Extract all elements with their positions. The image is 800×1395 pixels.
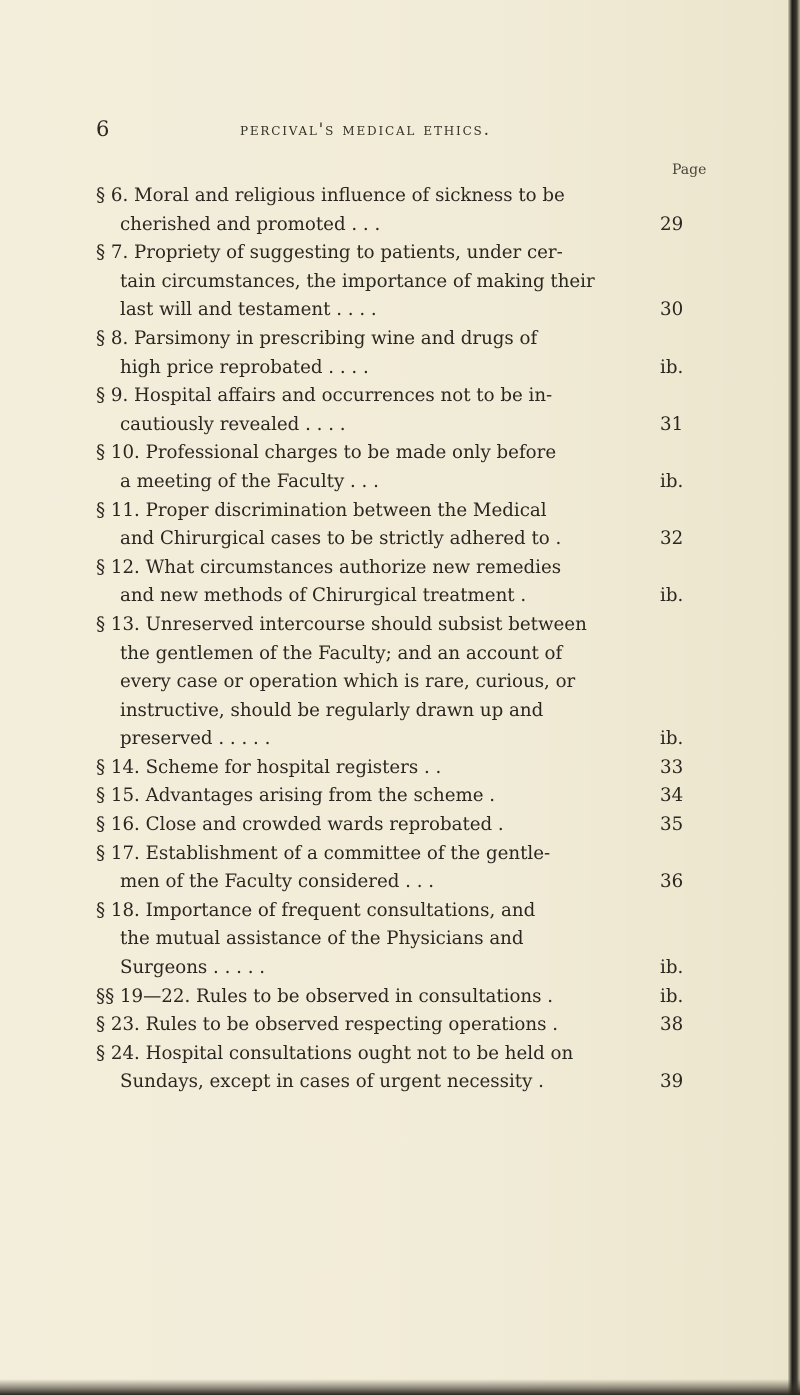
entry-line: men of the Faculty considered . . . bbox=[120, 871, 435, 893]
entry-page-number: 39 bbox=[660, 1071, 684, 1093]
contents-entry bbox=[96, 840, 716, 897]
contents-entry bbox=[96, 439, 716, 496]
contents-entry bbox=[96, 554, 716, 611]
contents-entry bbox=[96, 754, 716, 783]
page-binding-edge bbox=[788, 0, 800, 1395]
contents-entry bbox=[96, 983, 716, 1012]
entry-line: § 13. Unreserved intercourse should subsist between bbox=[96, 613, 587, 635]
contents-entry bbox=[96, 497, 716, 554]
running-head: percival's medical ethics. bbox=[240, 120, 491, 140]
contents-entry bbox=[96, 382, 716, 439]
entry-page-number: ib. bbox=[660, 985, 684, 1007]
entry-line: § 16. Close and crowded wards reprobated . bbox=[96, 814, 504, 836]
entry-line: cautiously revealed . . . . bbox=[120, 413, 346, 435]
entry-line: instructive, should be regularly drawn up and bbox=[120, 699, 544, 721]
entry-line: high price reprobated . . . . bbox=[120, 356, 369, 378]
entry-line: and Chirurgical cases to be strictly adhered to . bbox=[120, 528, 562, 550]
entry-line: § 18. Importance of frequent consultations, and bbox=[96, 899, 536, 921]
entry-page-number: ib. bbox=[660, 356, 684, 378]
entry-page-number: 30 bbox=[660, 299, 684, 321]
entry-page-number: ib. bbox=[660, 957, 684, 979]
entry-line: § 11. Proper discrimination between the Medical bbox=[96, 499, 547, 521]
entry-line: Surgeons . . . . . bbox=[120, 957, 266, 979]
entry-line: § 9. Hospital affairs and occurrences not to be in- bbox=[96, 385, 553, 407]
entry-line: a meeting of the Faculty . . . bbox=[120, 470, 379, 492]
entry-line: § 6. Moral and religious influence of sickness to be bbox=[96, 185, 565, 206]
entry-page-number: ib. bbox=[660, 728, 684, 750]
page-number: 6 bbox=[96, 117, 110, 141]
contents-entry bbox=[96, 782, 716, 811]
entry-line: preserved . . . . . bbox=[120, 728, 271, 750]
entry-line: §§ 19—22. Rules to be observed in consultations . bbox=[96, 985, 554, 1007]
entry-line: last will and testament . . . . bbox=[120, 299, 377, 321]
page-bottom-edge bbox=[0, 1379, 800, 1395]
entry-page-number: 34 bbox=[660, 785, 684, 807]
entry-page-number: 29 bbox=[660, 213, 684, 235]
entry-page-number: 38 bbox=[660, 1014, 684, 1036]
entry-line: tain circumstances, the importance of making their bbox=[120, 270, 595, 292]
entry-page-number: 35 bbox=[660, 814, 684, 836]
entry-line: § 15. Advantages arising from the scheme . bbox=[96, 785, 496, 807]
entry-line: and new methods of Chirurgical treatment . bbox=[120, 585, 527, 607]
entry-page-number: 36 bbox=[660, 871, 684, 893]
contents-entry bbox=[96, 239, 716, 325]
contents-entry bbox=[96, 1040, 716, 1097]
entry-line: every case or operation which is rare, curious, or bbox=[120, 671, 576, 693]
entry-line: § 12. What circumstances authorize new remedies bbox=[96, 556, 562, 578]
entry-line: the gentlemen of the Faculty; and an account of bbox=[120, 642, 563, 664]
contents-entry bbox=[96, 811, 716, 840]
entry-page-number: ib. bbox=[660, 470, 684, 492]
table-of-contents bbox=[96, 182, 716, 1097]
entry-line: § 14. Scheme for hospital registers . . bbox=[96, 756, 442, 778]
contents-entry bbox=[96, 182, 716, 239]
entry-page-number: 31 bbox=[660, 413, 684, 435]
entry-line: § 17. Establishment of a committee of the gentle- bbox=[96, 842, 551, 864]
entry-page-number: ib. bbox=[660, 585, 684, 607]
entry-line: § 24. Hospital consultations ought not to be held on bbox=[96, 1042, 574, 1064]
contents-entry bbox=[96, 611, 716, 754]
entry-line: § 10. Professional charges to be made only before bbox=[96, 442, 557, 464]
entry-line: § 23. Rules to be observed respecting operations . bbox=[96, 1014, 558, 1036]
contents-entry bbox=[96, 897, 716, 983]
entry-page-number: 32 bbox=[660, 528, 684, 550]
entry-line: § 7. Propriety of suggesting to patients, under cer- bbox=[96, 242, 563, 264]
contents-entry bbox=[96, 1011, 716, 1040]
entry-line: the mutual assistance of the Physicians and bbox=[120, 928, 524, 950]
entry-line: § 8. Parsimony in prescribing wine and drugs of bbox=[96, 327, 538, 349]
entry-page-number: 33 bbox=[660, 756, 684, 778]
entry-line: Sundays, except in cases of urgent necessity . bbox=[120, 1071, 544, 1093]
contents-entry bbox=[96, 325, 716, 382]
page-column-label: Page bbox=[672, 162, 707, 178]
entry-line: cherished and promoted . . . bbox=[120, 213, 381, 235]
